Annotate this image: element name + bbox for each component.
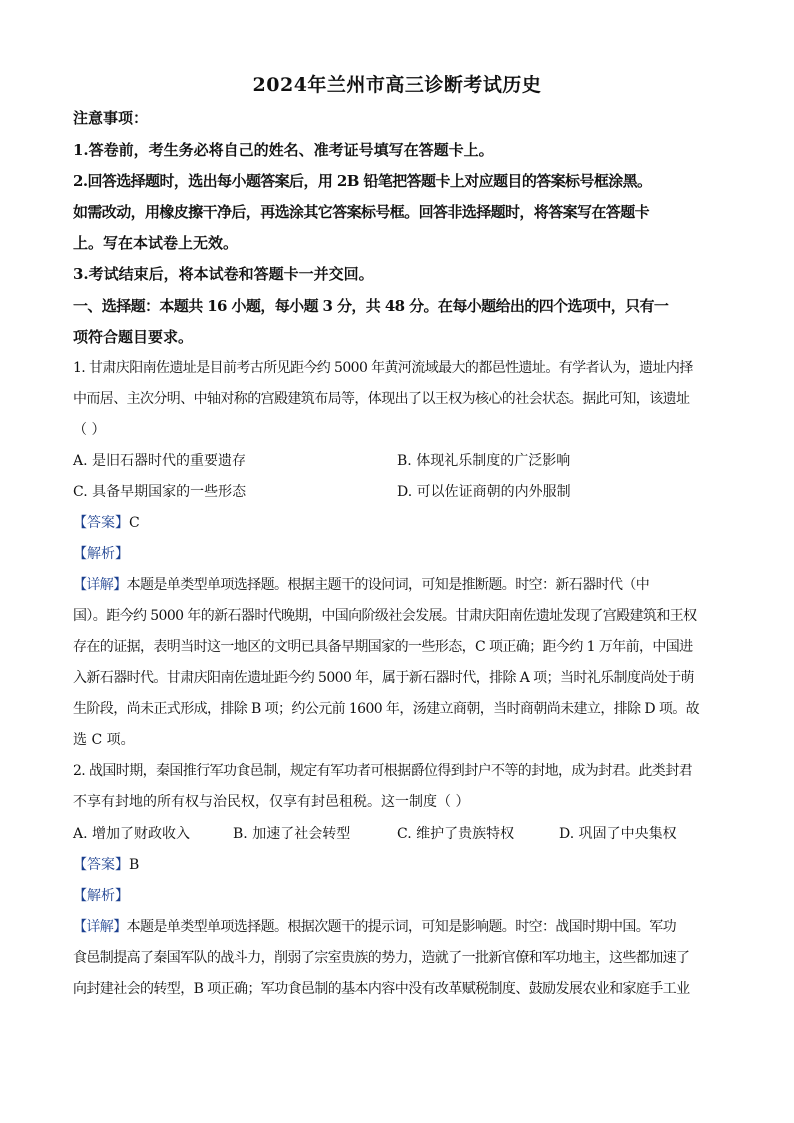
q1-stem-line-3: （ ） [73, 422, 106, 438]
section-instructions-line-2: 项符合题目要求。 [73, 328, 194, 346]
q2-detail-text-1: 本题是单类型单项选择题。根据次题干的提示词，可知是影响题。时空：战国时期中国。军功 [126, 919, 677, 935]
q1-option-b: B. 体现礼乐制度的广泛影响 [397, 453, 571, 469]
q2-detail-line-3: 向封建社会的转型，B 项正确；军功食邑制的基本内容中没有改革赋税制度、鼓励发展农业和家庭手工业 [73, 981, 690, 997]
notice-item-2-line-2: 如需改动，用橡皮擦干净后，再选涂其它答案标号框。回答非选择题时，将答案写在答题卡 [73, 203, 650, 221]
q2-detail-label: 【详解】 [73, 919, 127, 935]
q1-option-c: C. 具备早期国家的一些形态 [73, 484, 247, 500]
q2-answer-label: 【答案】 [73, 857, 129, 873]
q1-stem-line-2: 中而居、主次分明、中轴对称的宫殿建筑布局等，体现出了以王权为核心的社会状态。据此可知，该遗址 [73, 391, 690, 407]
q1-answer-value: C [129, 515, 140, 531]
q2-answer-value: B [129, 857, 140, 873]
q1-detail-line-6: 选 C 项。 [73, 732, 135, 748]
q2-analysis-label: 【解析】 [73, 888, 129, 904]
q1-detail-line-3: 存在的证据，表明当时这一地区的文明已具备早期国家的一些形态，C 项正确；距今约 1 万年前，中国进 [73, 639, 693, 655]
notice-item-2-line-1: 2.回答选择题时，选出每小题答案后，用 2B 铅笔把答题卡上对应题目的答案标号框涂黑。 [73, 172, 652, 190]
notice-item-2-line-3: 上。写在本试卷上无效。 [73, 234, 239, 252]
q2-answer [73, 855, 723, 875]
q2-option-c: C. 维护了贵族特权 [397, 826, 515, 842]
notice-item-3: 3.考试结束后，将本试卷和答题卡一并交回。 [73, 265, 374, 283]
q2-stem-line-2: 不享有封地的所有权与治民权，仅享有封邑租税。这一制度（ ） [73, 794, 470, 810]
q1-stem-line-1: 1. 甘肃庆阳南佐遗址是目前考古所见距今约 5000 年黄河流域最大的都邑性遗址。有学者认为，遗址内择 [73, 360, 693, 376]
page-title: 2024年兰州市高三诊断考试历史 [252, 74, 542, 96]
q2-detail-line-1 [73, 917, 723, 937]
q1-detail-line-5: 生阶段，尚未正式形成，排除 B 项；约公元前 1600 年，汤建立商朝，当时商朝尚未建立，排除 D 项。故 [73, 701, 700, 717]
q1-answer-label: 【答案】 [73, 515, 129, 531]
q1-detail-text-1: 本题是单类型单项选择题。根据主题干的设问词，可知是推断题。时空：新石器时代（中 [126, 577, 650, 593]
q1-answer [73, 513, 723, 533]
q2-stem-line-1: 2. 战国时期，秦国推行军功食邑制，规定有军功者可根据爵位得到封户不等的封地，成为封君。此类封君 [73, 763, 693, 779]
q1-detail-line-4: 入新石器时代。甘肃庆阳南佐遗址距今约 5000 年，属于新石器时代，排除 A 项；当时礼乐制度尚处于萌 [73, 670, 694, 686]
notice-heading: 注意事项： [73, 109, 149, 127]
section-instructions-line-1: 一、选择题：本题共 16 小题，每小题 3 分，共 48 分。在每小题给出的四个选项中，只有一 [73, 297, 669, 315]
q1-analysis-label: 【解析】 [73, 546, 129, 562]
q1-option-d: D. 可以佐证商朝的内外服制 [397, 484, 571, 500]
q1-detail-line-1 [73, 575, 723, 595]
q1-detail-label: 【详解】 [73, 577, 127, 593]
q2-option-b: B. 加速了社会转型 [233, 826, 351, 842]
q2-option-d: D. 巩固了中央集权 [559, 826, 677, 842]
notice-item-1: 1.答卷前，考生务必将自己的姓名、准考证号填写在答题卡上。 [73, 141, 494, 159]
q2-detail-line-2: 食邑制提高了秦国军队的战斗力，削弱了宗室贵族的势力，造就了一批新官僚和军功地主，这些都加速了 [73, 950, 690, 966]
q2-option-a: A. 增加了财政收入 [73, 826, 191, 842]
q1-option-a: A. 是旧石器时代的重要遗存 [73, 453, 247, 469]
q1-detail-line-2: 国）。距今约 5000 年的新石器时代晚期，中国向阶级社会发展。甘肃庆阳南佐遗址发现了宫殿建筑和王权 [73, 608, 697, 624]
